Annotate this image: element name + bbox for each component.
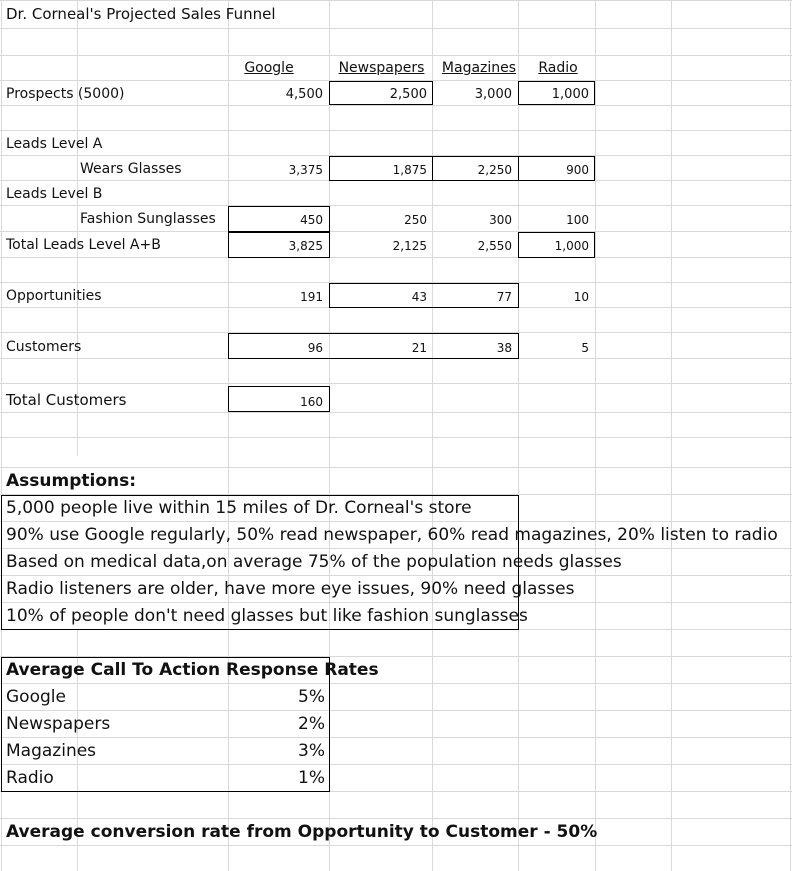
assumption-line: 90% use Google regularly, 50% read newspaper, 60% read magazines, 20% listen to radio xyxy=(6,525,778,545)
opportunities-radio[interactable]: 10 xyxy=(573,290,589,304)
customers-radio[interactable]: 5 xyxy=(581,341,589,355)
assumptions-heading: Assumptions: xyxy=(6,471,137,491)
opportunities-label: Opportunities xyxy=(6,288,102,304)
fashion-sunglasses-label: Fashion Sunglasses xyxy=(80,211,216,227)
customers-google: 96 xyxy=(307,341,323,355)
prospects-magazines[interactable]: 3,000 xyxy=(474,87,512,102)
rate-name-magazines: Magazines xyxy=(6,741,97,761)
prospects-newspapers: 2,500 xyxy=(389,87,427,102)
total-leads-newspapers[interactable]: 2,125 xyxy=(392,239,427,253)
rate-name-radio: Radio xyxy=(6,768,54,788)
customers-label: Customers xyxy=(6,339,82,355)
total-customers-value: 160 xyxy=(300,395,323,409)
rate-value-magazines: 3% xyxy=(298,741,325,761)
response-rates-heading: Average Call To Action Response Rates xyxy=(6,660,379,680)
wears-glasses-magazines: 2,250 xyxy=(477,163,512,177)
leads-b-header: Leads Level B xyxy=(6,186,103,202)
opportunities-newspapers: 43 xyxy=(411,290,427,304)
rate-value-google: 5% xyxy=(298,687,325,707)
fashion-sunglasses-newspapers[interactable]: 250 xyxy=(404,213,427,227)
total-leads-label: Total Leads Level A+B xyxy=(6,237,161,253)
opportunities-magazines: 77 xyxy=(496,290,512,304)
fashion-sunglasses-google: 450 xyxy=(300,213,323,227)
header-google: Google xyxy=(244,60,294,76)
wears-glasses-google[interactable]: 3,375 xyxy=(288,163,323,177)
wears-glasses-label: Wears Glasses xyxy=(80,161,182,177)
fashion-sunglasses-magazines[interactable]: 300 xyxy=(489,213,512,227)
header-magazines: Magazines xyxy=(441,60,517,76)
page-title: Dr. Corneal's Projected Sales Funnel xyxy=(6,5,276,23)
header-radio: Radio xyxy=(538,60,578,76)
assumption-line: 5,000 people live within 15 miles of Dr. Corneal's store xyxy=(6,498,472,518)
header-newspapers: Newspapers xyxy=(338,60,425,76)
rate-value-newspapers: 2% xyxy=(298,714,325,734)
prospects-radio: 1,000 xyxy=(551,87,589,102)
assumption-line: Radio listeners are older, have more eye issues, 90% need glasses xyxy=(6,579,575,599)
prospects-google[interactable]: 4,500 xyxy=(285,87,323,102)
opportunities-google[interactable]: 191 xyxy=(300,290,323,304)
wears-glasses-radio: 900 xyxy=(566,163,589,177)
total-leads-magazines[interactable]: 2,550 xyxy=(477,239,512,253)
total-leads-google: 3,825 xyxy=(288,239,323,253)
fashion-sunglasses-radio[interactable]: 100 xyxy=(566,213,589,227)
wears-glasses-newspapers: 1,875 xyxy=(392,163,427,177)
rate-value-radio: 1% xyxy=(298,768,325,788)
leads-a-header: Leads Level A xyxy=(6,136,103,152)
customers-newspapers: 21 xyxy=(411,341,427,355)
rate-name-google: Google xyxy=(6,687,66,707)
customers-magazines: 38 xyxy=(496,341,512,355)
assumption-line: Based on medical data,on average 75% of the population needs glasses xyxy=(6,552,622,572)
total-customers-label: Total Customers xyxy=(6,391,127,409)
rate-name-newspapers: Newspapers xyxy=(6,714,111,734)
conversion-note: Average conversion rate from Opportunity to Customer - 50% xyxy=(6,822,598,842)
prospects-label: Prospects (5000) xyxy=(6,86,125,102)
assumption-line: 10% of people don't need glasses but like fashion sunglasses xyxy=(6,606,528,626)
total-leads-radio: 1,000 xyxy=(554,239,589,253)
